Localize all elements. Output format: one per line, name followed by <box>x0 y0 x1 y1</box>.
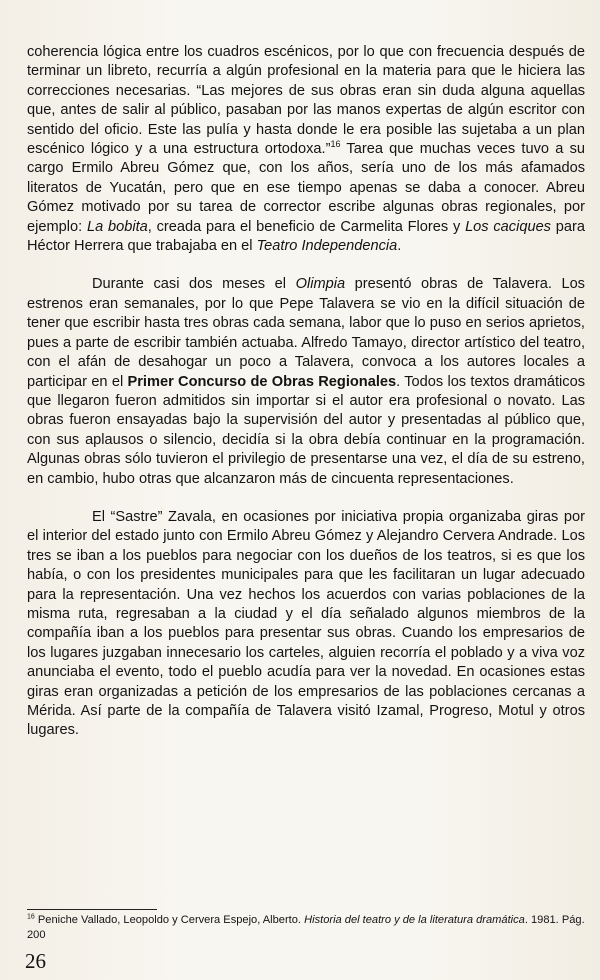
text-run: coherencia lógica entre los cuadros escénicos, por lo que con frecuencia después de terminar un libreto, recurría a algún profesional en la materia para que le hiciera las correcciones necesarias. “Las mejores de sus obras eran sin duda alguna aquellas que, antes de salir al público, pasaban por las manos expertas de algún escritor con sentido del oficio. Este las pulía y hasta donde le era posible las sujetaba a un plan escénico lógico y a una estructura ortodoxa.” <box>27 44 585 158</box>
text-run: Durante casi dos meses el <box>92 276 296 293</box>
page-number: 26 <box>25 949 46 973</box>
italic-text: La bobita <box>86 218 148 235</box>
footnote-author: Peniche Vallado, Leopoldo y Cervera Espejo, Alberto. <box>34 914 305 926</box>
footnote <box>27 913 587 942</box>
footnote-details: . 1981. Pág. 200 <box>27 914 585 941</box>
italic-text: Teatro Independencia <box>256 238 398 255</box>
paragraph-2 <box>27 275 585 488</box>
italic-text: Los caciques <box>465 218 551 235</box>
bold-text: Primer Concurso de Obras Regionales <box>127 373 397 390</box>
text-run: Tarea que muchas veces tuvo a su cargo Ermilo Abreu Gómez que, con los años, sería uno de los más afamados literatos de Yucatán, pero que en ese tiempo apenas se daba a conocer. Abreu Gómez motivado por su tarea de corrector escribe algunas obras regionales, por ejemplo: <box>27 141 585 235</box>
text-run: . <box>397 238 402 255</box>
text-run: , creada para el beneficio de Carmelita Flores y <box>147 218 466 235</box>
text-run: para Héctor Herrera que trabajaba en el <box>27 218 585 255</box>
footnote-reference: 16 <box>330 139 341 150</box>
italic-text: Olimpia <box>295 276 346 293</box>
main-text <box>27 43 585 741</box>
text-run: presentó obras de Talavera. Los estrenos eran semanales, por lo que Pepe Talavera se vio en la difícil situación de tener que escribir hasta tres obras cada semana, labor que lo puso en serios aprietos, pues a parte de escribir también actuaba. Alfredo Tamayo, director artístico del teatro, con el afán de desahogar un poco a Talavera, convoca a los autores locales a participar en el <box>27 276 585 390</box>
text-run: El “Sastre” Zavala, en ocasiones por iniciativa propia organizaba giras por el interior del estado junto con Ermilo Abreu Gómez y Alejandro Cervera Andrade. Los tres se iban a los pueblos para negociar con los dueños de los teatros, si es que los había, o con los presidentes municipales para que les facilitaran un lugar adecuado para la representación. Una vez hechos los acuerdos con varias poblaciones de la misma ruta, regresaban a la ciudad y el día señalado algunos miembros de la compañía iban a los pueblos para presentar sus obras. Cuando los empresarios de los lugares juzgaban innecesario los carteles, alguien recorría el poblado y a viva voz anunciaba el evento, todo el pueblo acudía para ver la novedad. En ocasiones estas giras eran organizadas a petición de los empresarios de las poblaciones cercanas a Mérida. Así parte de la compañía de Talavera visitó Izamal, Progreso, Motul y otros lugares. <box>27 508 585 739</box>
text-run: . Todos los textos dramáticos que llegaron fueron admitidos sin importar si el autor era profesional o novato. Las obras fueron ensayadas bajo la supervisión del autor y presentadas al público que, con sus aplausos o silencio, decidía si la obra debía continuar en la programación. Algunas obras sólo tuvieron el privilegio de presentarse una vez, el día de su estreno, en cambio, hubo otras que alcanzaron más de cincuenta representaciones. <box>27 373 586 487</box>
paragraph-3 <box>27 508 585 741</box>
footnote-title: Historia del teatro y de la literatura dramática <box>304 914 525 926</box>
paragraph-1 <box>27 43 585 256</box>
footnote-divider <box>27 909 157 910</box>
footnote-number: 16 <box>27 913 35 921</box>
